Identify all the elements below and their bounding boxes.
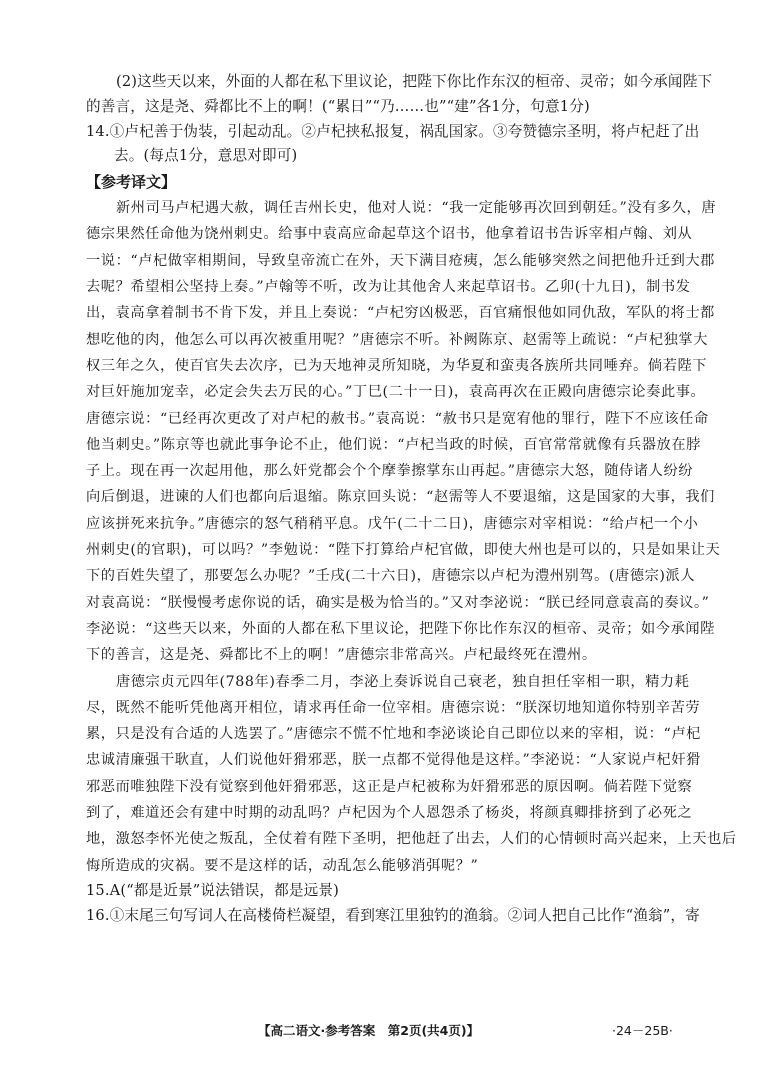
translation-line: 地，激怒李怀光使之叛乱，全仗着有陛下圣明，把他赶了出去，人们的心情顿时高兴起来，上天也后	[86, 831, 737, 848]
answer-15: 15.A(“都是近景”说法错误，都是远景)	[86, 881, 339, 899]
footer-title: 【高二语文·参考答案 第2页(共4页)】	[258, 1023, 480, 1038]
answer-16-line-1: 16.①末尾三句写词人在高楼倚栏凝望，看到寒江里独钓的渔翁。②词人把自己比作“渔翁”，寄	[86, 906, 700, 924]
translation-line: 德宗果然任命他为饶州刺史。给事中袁高应命起草这个诏书，他拿着诏书告诉宰相卢翰、刘从	[86, 226, 693, 243]
translation-line: 对袁高说：“朕慢慢考虑你说的话，确实是极为恰当的。”又对李泌说：“朕已经同意袁高的奏议。”	[86, 594, 710, 611]
translation-line: 出，袁高拿着制书不肯下发，并且上奏说：“卢杞穷凶极恶，百官痛恨他如同仇敌，军队的将士都	[86, 305, 715, 322]
translation-line: 他当刺史。”陈京等也就此事争论不止，他们说：“卢杞当政的时候，百官常常就像有兵器放在脖	[86, 436, 701, 453]
translation-line: 权三年之久，使百官失去次序，已为天地神灵所知晓，为华夏和蛮夷各族所共同唾弃。倘若陛下	[86, 357, 708, 374]
translation-line: 想吃他的肉，他怎么可以再次被重用呢？”唐德宗不听。补阙陈京、赵需等上疏说：“卢杞独掌大	[86, 331, 708, 348]
translation-line: 一说：“卢杞做宰相期间，导致皇帝流亡在外，天下满目疮痍，怎么能够突然之间把他升迁到大郡	[86, 252, 715, 269]
translation-line: 向后倒退，进谏的人们也都向后退缩。陈京回头说：“赵需等人不要退缩，这是国家的大事，我们	[86, 489, 715, 506]
translation-line: 李泌说：“这些天以来，外面的人都在私下里议论，把陛下你比作东汉的桓帝、灵帝；如今承闻陛	[86, 620, 715, 637]
translation-line: 到了，难道还会有建中时期的动乱吗？卢杞因为个人恩怨杀了杨炎，将颜真卿排挤到了必死之	[86, 805, 693, 822]
answer-13-2-line-2: 的善言，这是尧、舜都比不上的啊！(“累日”“乃……也”“建”各1分，句意1分)	[86, 97, 590, 115]
translation-line: 下的百姓失望了，那要怎么办呢？”壬戌(二十六日)，唐德宗以卢杞为澧州别驾。(唐德宗)派人	[86, 568, 696, 585]
translation-line: 子上。现在再一次起用他，那么奸党都会个个摩拳擦掌东山再起。”唐德宗大怒，随侍诸人纷纷	[86, 463, 694, 480]
translation-line: 唐德宗贞元四年(788年)春季二月，李泌上奏诉说自己衰老，独自担任宰相一职，精力耗	[116, 673, 690, 690]
translation-line: 对巨奸施加宠幸，必定会失去万民的心。”丁巳(二十一日)，袁高再次在正殿向唐德宗论奏此事。	[86, 384, 706, 401]
reference-translation	[86, 195, 737, 879]
translation-line: 新州司马卢杞遇大赦，调任吉州长史，他对人说：“我一定能够再次回到朝廷。”没有多久，唐	[116, 200, 717, 217]
translation-line: 累，只是没有合适的人选罢了。”唐德宗不慌不忙地和李泌谈论自己即位以来的宰相，说：“卢杞	[86, 726, 701, 743]
answer-14-line-2: 去。(每点1分，意思对即可)	[114, 147, 298, 165]
translation-line: 下的善言，这是尧、舜都比不上的啊！”唐德宗非常高兴。卢杞最终死在澧州。	[86, 647, 597, 664]
translation-line: 应该拼死来抗争。”唐德宗的怒气稍稍平息。戊午(二十二日)，唐德宗对宰相说：“给卢杞一个小	[86, 515, 699, 532]
translation-line: 忠诚清廉强干耿直，人们说他奸猾邪恶，朕一点都不觉得他是这样。”李泌说：“人家说卢杞奸猾	[86, 752, 701, 769]
reference-translation-heading: 【参考译文】	[86, 173, 177, 192]
translation-line: 悔所造成的灾祸。要不是这样的话，动乱怎么能够消弭呢？”	[86, 857, 479, 874]
answer-13-2-line-1: (2)这些天以来，外面的人都在私下里议论，把陛下你比作东汉的桓帝、灵帝；如今承闻陛下	[116, 73, 713, 90]
translation-line: 州刺史(的官职)，可以吗？”李勉说：“陛下打算给卢杞官做，即使大州也是可以的，只是如果让天	[86, 542, 721, 559]
translation-line: 尽，既然不能听凭他离开相位，请求再任命一位宰相。唐德宗说：“朕深切地知道你特别辛苦劳	[86, 699, 701, 716]
page-content	[86, 70, 737, 929]
translation-line: 邪恶而唯独陛下没有觉察到他奸猾邪恶，这正是卢杞被称为奸猾邪恶的原因啊。倘若陛下觉察	[86, 778, 693, 795]
footer-code: ·24－25B·	[612, 1023, 673, 1038]
translation-line: 唐德宗说：“已经再次更改了对卢杞的赦书。”袁高说：“赦书只是宽宥他的罪行，陛下不应该任命	[86, 410, 709, 427]
answer-14-line-1: 14.①卢杞善于伪装，引起动乱。②卢杞挟私报复，祸乱国家。③夸赞德宗圣明，将卢杞赶了出	[86, 122, 700, 140]
translation-line: 去呢？希望相公坚持上奏。”卢翰等不听，改为让其他舍人来起草诏书。乙卯(十九日)，制书发	[86, 279, 691, 296]
